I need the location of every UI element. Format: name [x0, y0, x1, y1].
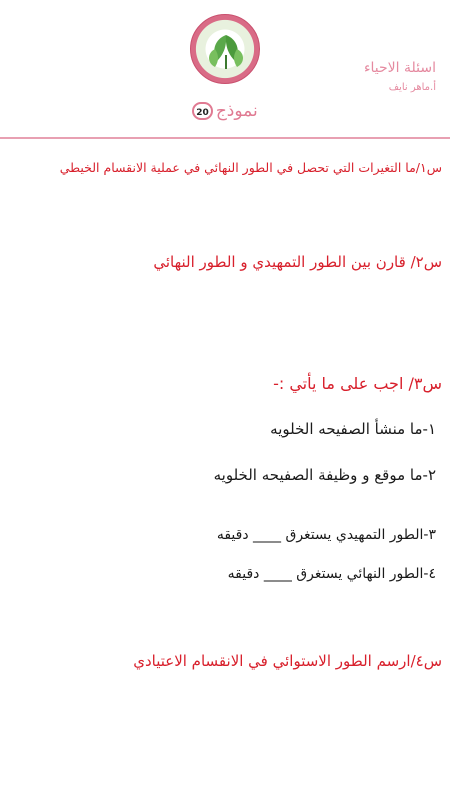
question-3-item-3: ٣-الطور التمهيدي يستغرق ____ دقيقه	[216, 527, 436, 543]
leaf-icon	[191, 15, 261, 85]
teacher-name: أ.ماهر نايف	[388, 82, 436, 93]
question-3-item-1: ١-ما منشأ الصفيحه الخلويه	[270, 420, 436, 438]
model-number-badge: 20	[192, 102, 213, 120]
school-leaf-logo-icon	[190, 14, 260, 84]
subject-title: اسئلة الاحياء	[363, 60, 436, 76]
question-3: س٣/ اجب على ما يأتي :-	[273, 374, 442, 393]
question-2: س٢/ قارن بين الطور التمهيدي و الطور النهائي	[153, 253, 442, 271]
question-3-item-4: ٤-الطور النهائي يستغرق ____ دقيقه	[227, 566, 436, 582]
model-label-text: نموذج	[215, 101, 258, 121]
model-label	[160, 97, 290, 125]
question-1: س١/ما التغيرات التي تحصل في الطور النهائي في عملية الانقسام الخيطي	[59, 160, 442, 175]
header-divider	[0, 137, 450, 139]
question-3-item-2: ٢-ما موقع و وظيفة الصفيحه الخلويه	[213, 466, 436, 484]
question-4: س٤/ارسم الطور الاستوائي في الانقسام الاعتيادي	[133, 652, 442, 670]
